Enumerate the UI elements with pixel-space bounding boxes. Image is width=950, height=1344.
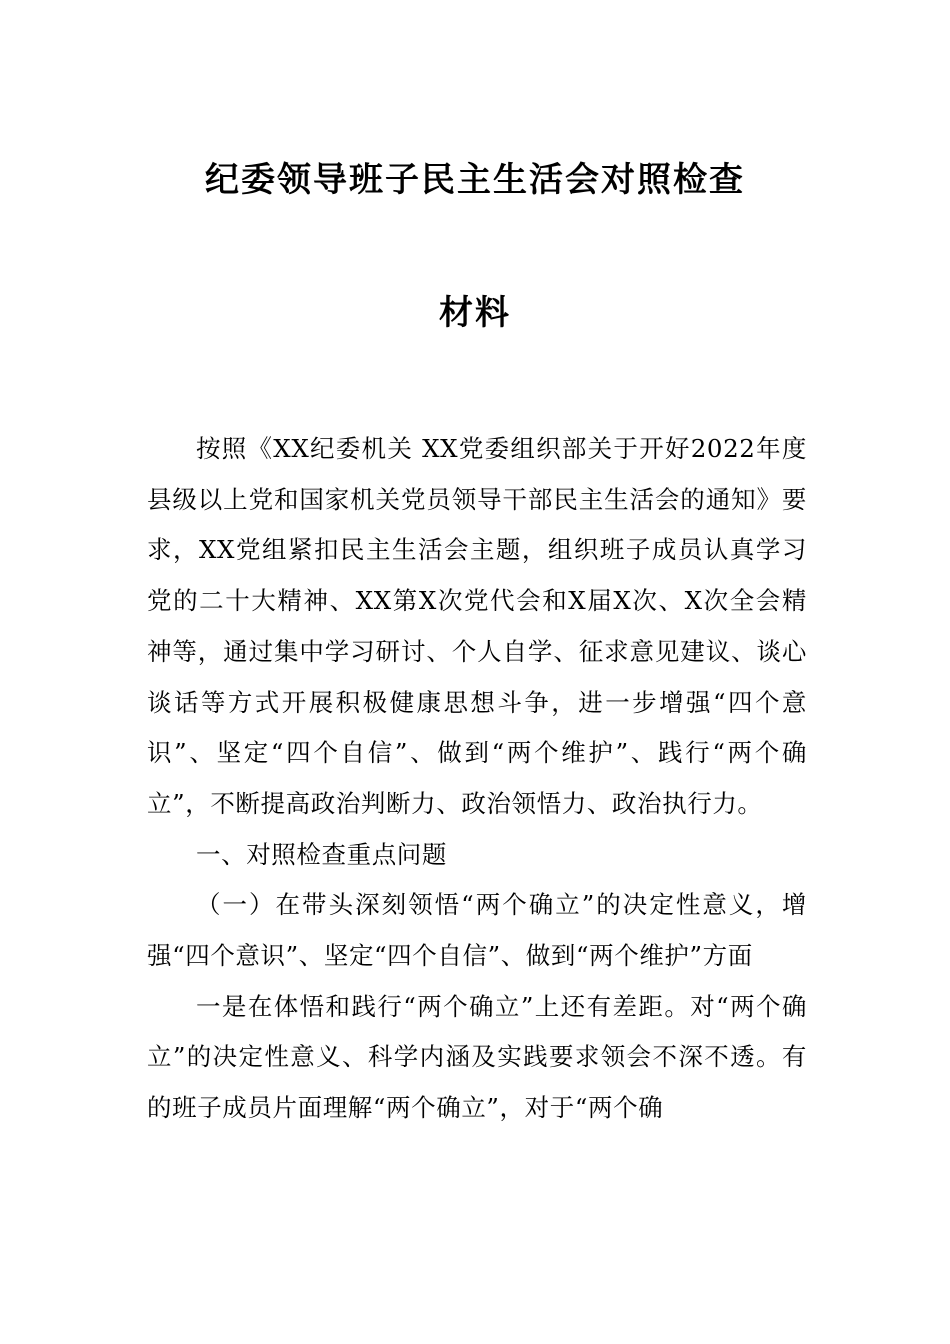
document-title-line-1: 纪委领导班子民主生活会对照检查 bbox=[205, 160, 745, 200]
section-heading-1: 一、对照检查重点问题 bbox=[196, 839, 447, 869]
body-paragraph-1: 一是在体悟和践行“两个确立”上还有差距。对“两个确立”的决定性意义、科学内涵及实践要求领会不深不透。有的班子成员片面理解“两个确立”，对于“两个确 bbox=[147, 991, 807, 1123]
document-title-line-2: 材料 bbox=[439, 293, 511, 333]
subsection-heading-1: （一）在带头深刻领悟“两个确立”的决定性意义，增强“四个意识”、坚定“四个自信”、做到“两个维护”方面 bbox=[147, 890, 807, 971]
document-body bbox=[147, 424, 807, 1134]
intro-paragraph: 按照《XX纪委机关 XX党委组织部关于开好2022年度县级以上党和国家机关党员领导干部民主生活会的通知》要求，XX党组紧扣民主生活会主题，组织班子成员认真学习党的二十大精神、XX第X次党代会和X届X次、X次全会精神等，通过集中学习研讨、个人自学、征求意见建议、谈心谈话等方式开展积极健康思想斗争，进一步增强“四个意识”、坚定“四个自信”、做到“两个维护”、践行“两个确立”，不断提高政治判断力、政治领悟力、政治执行力。 bbox=[147, 434, 807, 818]
